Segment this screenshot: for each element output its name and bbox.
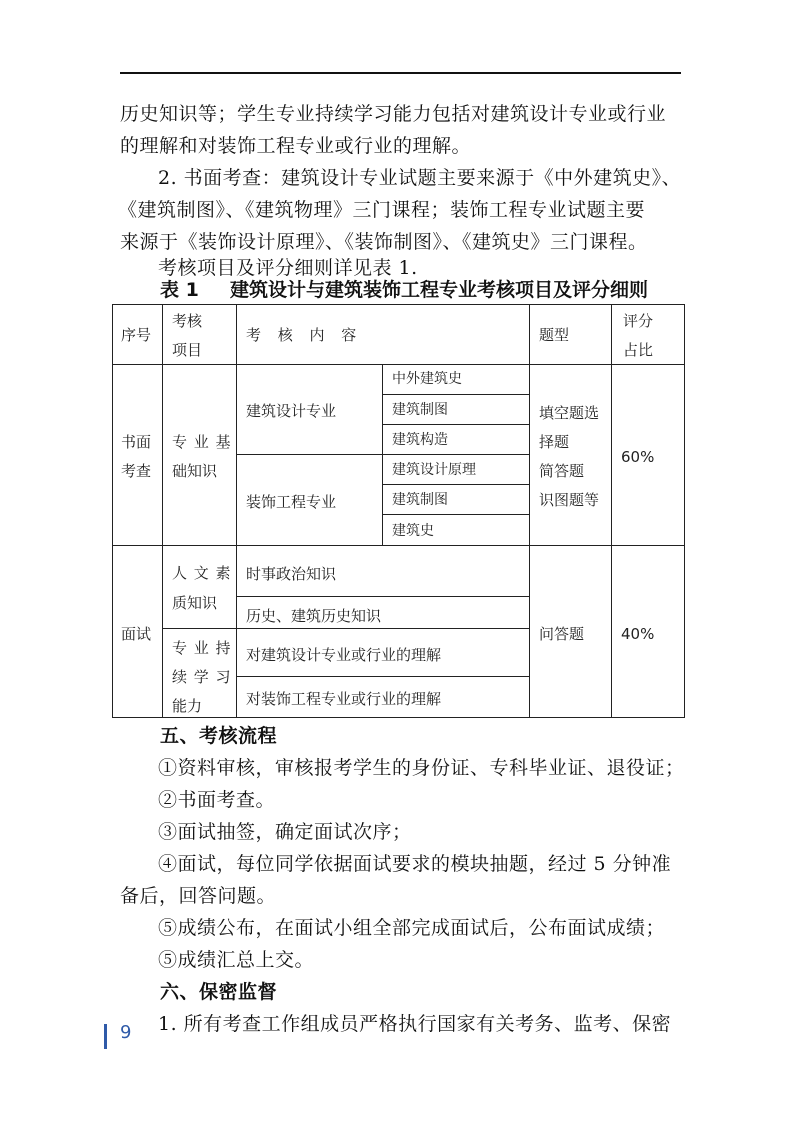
interview-score: 40%	[621, 625, 655, 643]
written-score: 60%	[621, 448, 655, 466]
course-item: 建筑制图	[392, 492, 448, 508]
interview-seq: 面试	[121, 625, 152, 643]
section-heading: 五、考核流程	[160, 725, 278, 747]
section-heading: 六、保密监督	[160, 981, 278, 1003]
header-item: 项目	[172, 341, 203, 359]
interview-item-learning: 专 业 持	[172, 639, 232, 657]
written-seq: 考查	[121, 462, 152, 480]
process-step: ④面试，每位同学依据面试要求的模块抽题，经过 5 分钟准	[158, 853, 672, 875]
body-text: 的理解和对装饰工程专业或行业的理解。	[120, 135, 472, 157]
body-text: 《建筑制图》、《建筑物理》三门课程；装饰工程专业试题主要	[118, 199, 646, 221]
assessment-table	[112, 304, 685, 718]
interview-item-learning: 能力	[172, 697, 203, 715]
process-step: ①资料审核，审核报考学生的身份证、专科毕业证、退役证；	[158, 757, 685, 779]
course-item: 中外建筑史	[392, 371, 462, 387]
interview-item-humanities: 人 文 素	[172, 564, 232, 582]
interview-content: 历史、建筑历史知识	[246, 607, 382, 625]
table-caption-title: 建筑设计与建筑装饰工程专业考核项目及评分细则	[230, 279, 649, 301]
body-text: 考核项目及评分细则详见表 1.	[158, 257, 418, 279]
header-seq: 序号	[121, 326, 152, 344]
written-type: 识图题等	[539, 491, 600, 509]
process-step: 备后，回答问题。	[120, 885, 277, 907]
major-decoration: 装饰工程专业	[246, 493, 337, 511]
interview-content: 时事政治知识	[246, 565, 337, 583]
process-step: ③面试抽签，确定面试次序；	[158, 821, 412, 843]
header-type: 题型	[539, 326, 570, 344]
course-item: 建筑史	[392, 523, 434, 539]
process-step: ②书面考查。	[158, 789, 276, 811]
course-item: 建筑设计原理	[392, 462, 476, 478]
body-text: 历史知识等；学生专业持续学习能力包括对建筑设计专业或行业	[120, 103, 667, 125]
course-item: 建筑制图	[392, 402, 448, 418]
process-step: ⑤成绩汇总上交。	[158, 949, 315, 971]
process-step: ⑤成绩公布，在面试小组全部完成面试后，公布面试成绩；	[158, 917, 666, 939]
page-number: 9	[120, 1022, 132, 1043]
written-type: 简答题	[539, 462, 585, 480]
written-type: 择题	[539, 433, 570, 451]
header-score: 占比	[623, 341, 654, 359]
interview-content: 对装饰工程专业或行业的理解	[246, 690, 442, 708]
body-text: 来源于《装饰设计原理》、《装饰制图》、《建筑史》三门课程。	[120, 231, 648, 253]
interview-content: 对建筑设计专业或行业的理解	[246, 646, 442, 664]
header-content: 考 核 内 容	[246, 326, 363, 344]
page-number-bar	[104, 1024, 107, 1049]
major-architecture: 建筑设计专业	[246, 402, 337, 420]
table-caption	[160, 276, 648, 304]
body-text: 2. 书面考查：建筑设计专业试题主要来源于《中外建筑史》、	[158, 167, 682, 189]
interview-item-learning: 续 学 习	[172, 668, 232, 686]
written-type: 填空题选	[539, 404, 600, 422]
course-item: 建筑构造	[392, 432, 448, 448]
written-item: 础知识	[172, 462, 218, 480]
interview-type: 问答题	[539, 625, 585, 643]
header-item: 考核	[172, 312, 203, 330]
header-score: 评分	[623, 312, 654, 330]
interview-item-humanities: 质知识	[172, 594, 218, 612]
written-item: 专 业 基	[172, 433, 232, 451]
table-caption-number: 表 1	[160, 279, 199, 301]
body-text: 1. 所有考查工作组成员严格执行国家有关考务、监考、保密	[158, 1013, 672, 1035]
header-rule	[120, 72, 681, 74]
written-seq: 书面	[121, 433, 152, 451]
